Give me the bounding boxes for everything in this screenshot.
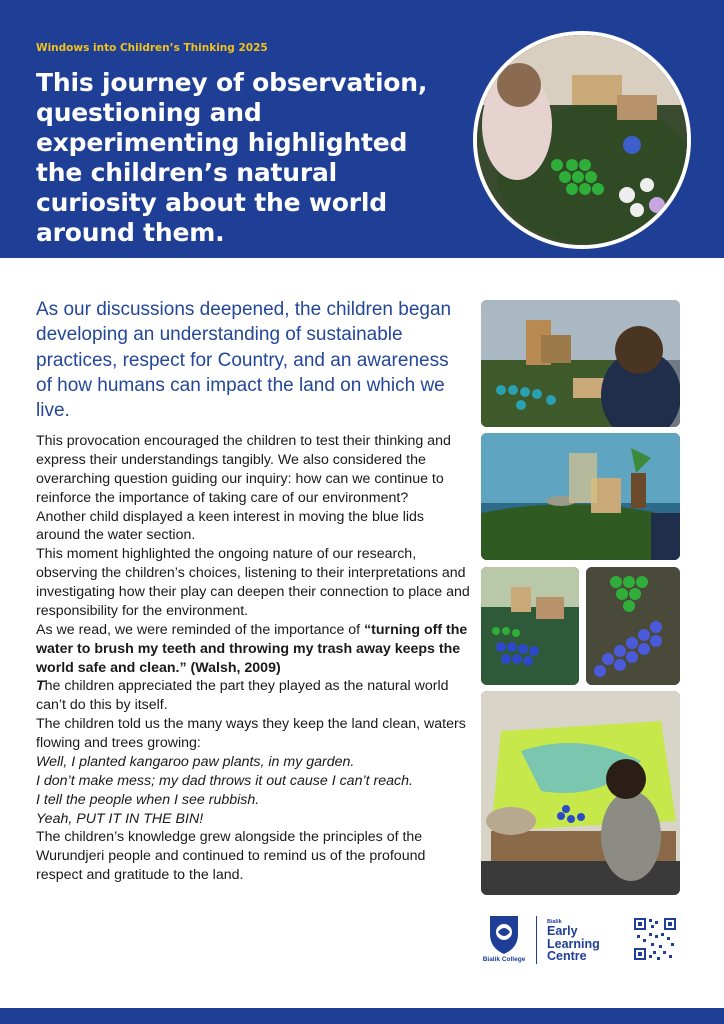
logo-strip bbox=[478, 912, 688, 972]
paragraph-intro: As we read, we were reminded of the importance of bbox=[36, 621, 365, 638]
paragraph-rest: he children appreciated the part they played as the natural world can’t do this by itself. bbox=[36, 678, 449, 714]
photo-blue-lids-table bbox=[481, 567, 579, 685]
child-quote: Well, I planted kangaroo paw plants, in my garden. bbox=[36, 753, 355, 770]
child-quote: I tell the people when I see rubbish. bbox=[36, 791, 260, 808]
paragraph: The children told us the many ways they keep the land clean, waters flowing and trees growing: bbox=[36, 716, 466, 751]
elc-line: Centre bbox=[547, 949, 587, 963]
paragraph: This provocation encouraged the children to test their thinking and express their understandings tangibly. We also considered the overarching question guiding our inquiry: how can we continue to reinforce the importance of taking care of our environment? bbox=[36, 433, 451, 506]
elc-line: Early bbox=[547, 924, 578, 938]
header-banner bbox=[0, 0, 724, 258]
child-quote: I don’t make mess; my dad throws it out cause I can’t reach. bbox=[36, 772, 413, 789]
photo-projection-table bbox=[481, 691, 680, 895]
photo-lids-closeup bbox=[586, 567, 680, 685]
early-learning-centre-logo bbox=[547, 925, 617, 963]
paragraph bbox=[36, 677, 470, 715]
drop-letter: T bbox=[36, 678, 45, 695]
paragraph: Another child displayed a keen interest in moving the blue lids around the water section. bbox=[36, 508, 425, 544]
elc-line: Learning bbox=[547, 936, 600, 951]
bialik-crest-icon bbox=[478, 912, 530, 956]
lead-paragraph: As our discussions deepened, the children began developing an understanding of sustainable practices, respect for Country, and an awareness of how humans can impact the land on which we live. bbox=[36, 299, 452, 422]
child-quote: Yeah, PUT IT IN THE BIN! bbox=[36, 810, 204, 827]
book-quote: “turning off the water to brush my teeth and throwing my trash away keeps the world safe and clean.” (Walsh, 2009) bbox=[36, 621, 468, 676]
hero-title: This journey of observation, questioning and experimenting highlighted the children’s natural curiosity about the world around them. bbox=[36, 68, 428, 247]
bialik-college-logo bbox=[478, 912, 530, 972]
photo-child-at-table bbox=[481, 300, 680, 427]
elc-prefix: Bialik bbox=[547, 919, 562, 925]
paragraph-with-quote bbox=[36, 621, 470, 678]
series-label: Windows into Children’s Thinking 2025 bbox=[36, 42, 268, 54]
body-text bbox=[36, 432, 470, 885]
hero-photo bbox=[473, 31, 691, 249]
footer-bar bbox=[0, 1008, 724, 1024]
bialik-college-name: Bialik College bbox=[482, 956, 526, 963]
logo-divider bbox=[536, 916, 537, 964]
paragraph: The children’s knowledge grew alongside the principles of the Wurundjeri people and continued to remind us of the profound respect and gratitude to the land. bbox=[36, 829, 426, 884]
qr-code-icon[interactable] bbox=[633, 917, 677, 961]
paragraph: This moment highlighted the ongoing nature of our research, observing the children’s choices, listening to their interpretations and investigating how their play can deepen their connection to place and responsibility for the environment. bbox=[36, 546, 470, 619]
photo-moss-table bbox=[481, 433, 680, 560]
